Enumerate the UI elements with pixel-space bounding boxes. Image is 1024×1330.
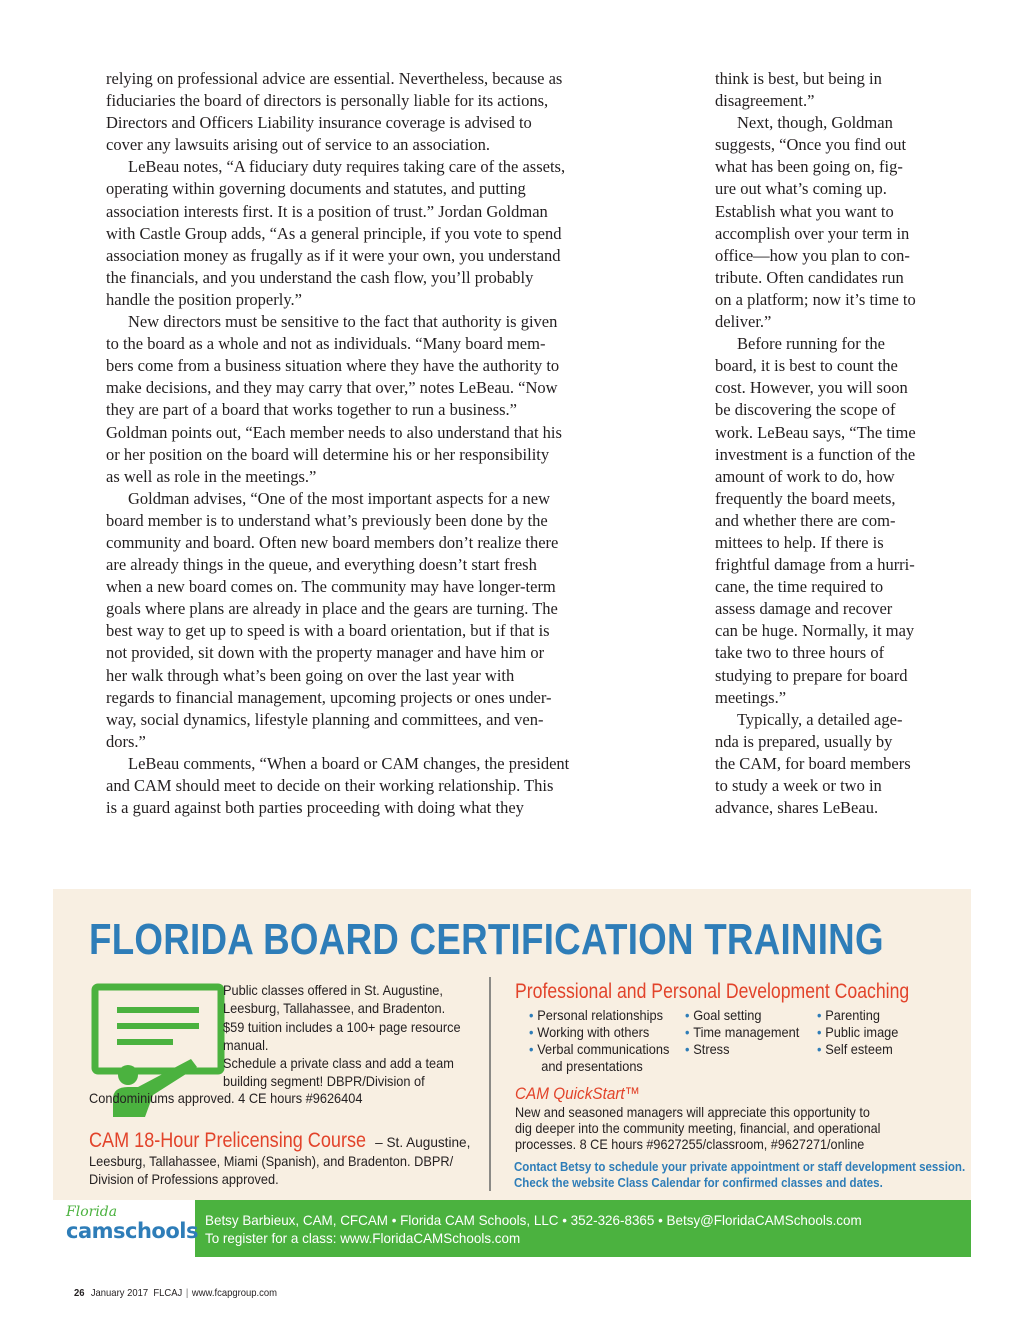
logo-script-text: Florida [66,1204,118,1220]
ad-contact-line[interactable]: Betsy Barbieux, CAM, CFCAM • Florida CAM Schools, LLC • 352-326-8365 • Betsy@FloridaCAMSchools.com [205,1212,862,1228]
bullet-icon: • [529,1042,534,1057]
public-classes-line: $59 tuition includes a 100+ page resource [223,1019,461,1035]
article-line: take two to three hours of [715,643,885,663]
article-line: operating within governing documents and statutes, and putting [106,179,526,199]
quickstart-description [515,1105,880,1153]
article-line: what has been going on, fig- [715,157,903,177]
article-line: her walk through what’s been going on over the last year with [106,665,515,685]
article-line: Before running for the [737,334,885,354]
article-line: handle the position properly.” [106,289,302,309]
quickstart-title: CAM QuickStart™ [515,1084,640,1103]
cam-18-hour-line: Leesburg, Tallahassee, Miami (Spanish), and Bradenton. DBPR/ [89,1154,454,1169]
article-line: best way to get up to speed is with a board orientation, but if that is [106,621,550,641]
article-line: mittees to help. If there is [715,532,884,552]
advertisement [53,889,971,1257]
article-line: or her position on the board will determine his or her responsibility [106,444,550,464]
article-line: association interests first. It is a position of trust.” Jordan Goldman [106,201,548,221]
cam-18-hour-first-line: St. Augustine, [386,1135,471,1150]
cam-18-hour-dash: – [375,1135,383,1150]
ad-footer-bar [53,1200,971,1257]
bullet-icon: • [685,1025,690,1040]
article-line: with Castle Group adds, “As a general principle, if you vote to spend [106,223,562,243]
coaching-item-label: Self esteem [825,1042,893,1057]
article-line: and CAM should meet to decide on their working relationship. This [106,776,554,795]
ad-register-line[interactable]: To register for a class: www.FloridaCAMSchools.com [205,1230,521,1246]
coaching-item-label: Parenting [825,1008,880,1023]
publication-name: FLCAJ [153,1287,183,1299]
article-line: frequently the board meets, [715,488,896,508]
article-line: when a new board comes on. The community may have longer-term [106,577,556,597]
article-line: not provided, sit down with the property manager and have him or [106,643,545,663]
public-classes-line: Public classes offered in St. Augustine, [223,983,443,998]
article-line: to study a week or two in [715,776,882,795]
public-classes-line: Schedule a private class and add a team [223,1056,454,1072]
contact-betsy-text [514,1159,965,1191]
article-line: association money as frugally as if it were your own, you understand [106,245,561,265]
coaching-item [529,1007,669,1024]
article-line: cane, the time required to [715,577,884,597]
coaching-item-label: Verbal communications [537,1042,670,1057]
coaching-list-1 [529,1007,669,1075]
article-line: Goldman points out, “Each member needs to also understand that his [106,422,562,442]
coaching-item [817,1024,898,1041]
article-line: be discovering the scope of [715,400,896,420]
coaching-item [529,1041,669,1058]
article-line: frightful damage from a hurri- [715,555,915,575]
article-line: work. LeBeau says, “The time [715,422,916,442]
cam-18-hour-title: CAM 18-Hour Prelicensing Course [89,1129,367,1152]
coaching-title: Professional and Personal Development Coaching [515,980,910,1003]
ad-divider [489,977,491,1191]
article-line: can be huge. Normally, it may [715,621,915,641]
article-line: goals where plans are already in place and the gears are turning. The [106,599,558,619]
article-line: the CAM, for board members [715,753,911,773]
bullet-icon: • [685,1042,690,1057]
article-line: investment is a function of the [715,444,916,464]
quickstart-line: dig deeper into the community meeting, financial, and operational [515,1121,881,1136]
public-classes-line: building segment! DBPR/Division of [223,1074,425,1090]
article-line: way, social dynamics, lifestyle planning and committees, and ven- [106,709,544,729]
article-line: Next, though, Goldman [737,113,893,133]
quickstart-line: processes. 8 CE hours #9627255/classroom, #9627271/online [515,1137,865,1152]
article-line: relying on professional advice are essential. Nevertheless, because as [106,69,563,88]
issue-date: January 2017 [90,1287,149,1299]
public-classes-line: Leesburg, Tallahassee, and Bradenton. [223,1001,446,1017]
contact-line: Contact Betsy to schedule your private appointment or staff development session. [514,1160,966,1174]
article-line: they are part of a board that works together to run a business.” [106,400,517,420]
florida-cam-schools-logo [53,1200,198,1257]
bullet-icon: • [529,1025,534,1040]
article-line: as well as role in the meetings.” [106,466,317,486]
article-line: think is best, but being in [715,69,882,88]
ad-contact-info [205,1211,862,1247]
article-line: make decisions, and they may carry that over,” notes LeBeau. “Now [106,378,558,398]
coaching-item [817,1007,898,1024]
article-line: to the board as a whole and not as individuals. “Many board mem- [106,334,546,354]
article-line: New directors must be sensitive to the fact that authority is given [128,312,558,332]
article-line: LeBeau notes, “A fiduciary duty requires taking care of the assets, [128,157,566,177]
coaching-list-3 [817,1007,898,1058]
article-line: cost. However, you will soon [715,378,908,398]
coaching-item [817,1041,898,1058]
coaching-list-2 [685,1007,799,1058]
article-line: nda is prepared, usually by [715,731,893,751]
public-classes-text [223,982,477,1092]
coaching-item-label: Public image [825,1025,899,1040]
coaching-item [685,1007,799,1024]
article-line: is a guard against both parties proceeding with doing what they [106,798,524,818]
article-line: are already things in the queue, and everything doesn’t start fresh [106,555,537,575]
article-line: deliver.” [715,312,772,332]
article-line: tribute. Often candidates run [715,267,904,287]
article-line: assess damage and recover [715,599,893,619]
article-line: the financials, and you understand the cash flow, you’ll probably [106,267,534,287]
cam-18-hour-description [89,1153,489,1190]
article-line: accomplish over your term in [715,223,910,243]
article-line: Directors and Officers Liability insurance coverage is advised to [106,113,532,133]
public-classes-line: manual. [223,1037,269,1053]
cam-18-hour-course [89,1129,489,1190]
article-line: ure out what’s coming up. [715,179,887,199]
article-line: regards to financial management, upcoming projects or ones under- [106,687,552,707]
article-line: board member is to understand what’s previously been done by the [106,510,548,530]
article-line: advance, shares LeBeau. [715,798,879,818]
article-line: disagreement.” [715,91,815,111]
page-number: 26 [74,1287,85,1299]
article-line: fiduciaries the board of directors is personally liable for its actions, [106,91,549,111]
cam-18-hour-line: Division of Professions approved. [89,1172,279,1188]
footer-separator: | [185,1287,189,1299]
article-line: community and board. Often new board members don’t realize there [106,532,559,552]
bullet-icon: • [529,1008,534,1023]
article-line: cover any lawsuits arising out of service to an association. [106,135,490,155]
coaching-item-label: Time management [693,1025,800,1040]
contact-line: Check the website Class Calendar for confirmed classes and dates. [514,1176,883,1190]
bullet-icon: • [817,1008,822,1023]
coaching-item-label: Goal setting [693,1008,762,1023]
article-line: meetings.” [715,687,787,707]
bullet-icon: • [817,1042,822,1057]
coaching-item [685,1024,799,1041]
article-line: and whether there are com- [715,510,896,530]
article-line: Goldman advises, “One of the most important aspects for a new [128,488,551,508]
article-line: suggests, “Once you find out [715,135,907,155]
article-right-column [715,68,965,819]
article-left-column [106,68,661,819]
condominiums-approved-text: Condominiums approved. 4 CE hours #9626404 [89,1091,363,1106]
logo-wordmark: camschools [66,1219,198,1243]
bullet-icon: • [685,1008,690,1023]
coaching-item [685,1041,799,1058]
article-line: office—how you plan to con- [715,245,910,265]
article-line: board, it is best to count the [715,356,898,376]
coaching-item-continued: and presentations [541,1059,643,1074]
article-line: amount of work to do, how [715,466,895,486]
article-line: studying to prepare for board [715,665,908,685]
article-line: Establish what you want to [715,201,894,221]
page-footer [74,1287,277,1299]
coaching-item-label: Stress [693,1042,730,1057]
coaching-item [529,1024,669,1041]
article-line: dors.” [106,731,146,751]
bullet-icon: • [817,1025,822,1040]
article-line: Typically, a detailed age- [737,709,903,729]
quickstart-line: New and seasoned managers will appreciate this opportunity to [515,1105,870,1120]
coaching-item-label: Personal relationships [537,1008,663,1023]
article-line: on a platform; now it’s time to [715,289,916,309]
article-line: bers come from a business situation where they have the authority to [106,356,560,376]
website-link[interactable]: www.fcapgroup.com [191,1287,277,1299]
coaching-item-label: Working with others [537,1025,650,1040]
article-line: LeBeau comments, “When a board or CAM changes, the president [128,753,570,773]
ad-title: FLORIDA BOARD CERTIFICATION TRAINING [89,915,884,964]
